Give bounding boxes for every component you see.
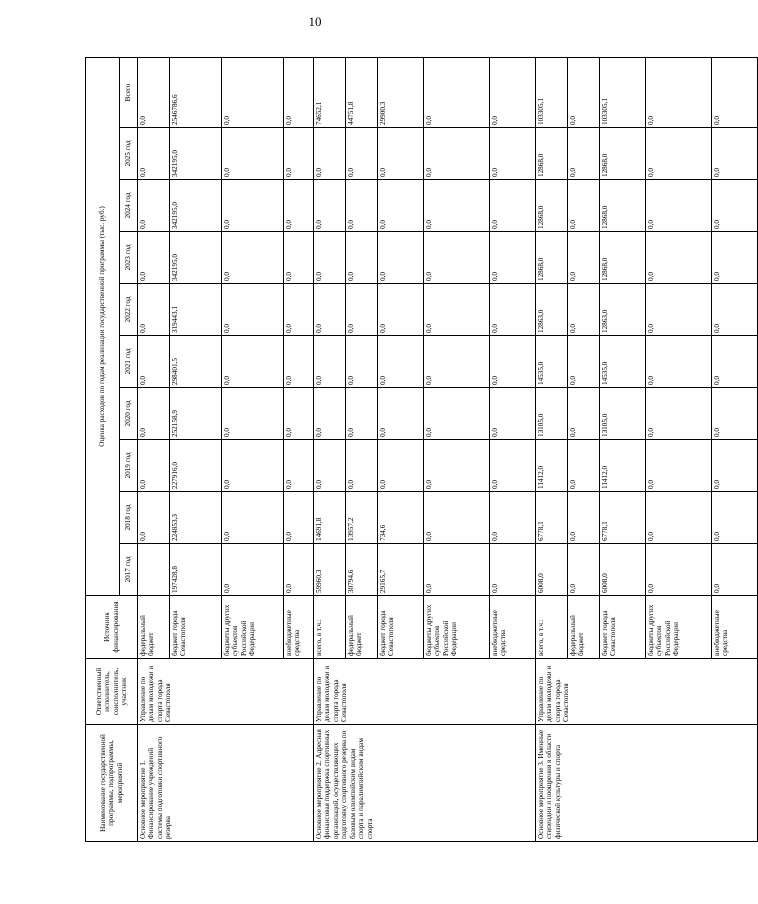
value-cell: 0,0 bbox=[424, 440, 490, 492]
funding-source: бюджеты других субъектов Российской Федерации bbox=[646, 596, 712, 659]
value-cell: 0,0 bbox=[490, 284, 536, 336]
value-cell: 0,0 bbox=[222, 388, 284, 440]
value-cell: 0,0 bbox=[378, 284, 424, 336]
value-cell: 0,0 bbox=[284, 388, 314, 440]
value-cell: 0,0 bbox=[222, 492, 284, 544]
value-cell: 13957,2 bbox=[346, 492, 378, 544]
funding-source: бюджеты других субъектов Российской Федерации bbox=[424, 596, 490, 659]
funding-source: всего, в т.ч.: bbox=[536, 596, 568, 659]
value-cell: 0,0 bbox=[424, 492, 490, 544]
value-cell: 0,0 bbox=[346, 180, 378, 232]
value-cell: 0,0 bbox=[222, 180, 284, 232]
value-cell: 0,0 bbox=[138, 128, 170, 180]
value-cell: 0,0 bbox=[284, 128, 314, 180]
value-cell: 0,0 bbox=[424, 284, 490, 336]
funding-source: федеральный бюджет bbox=[138, 596, 170, 659]
value-cell: 0,0 bbox=[284, 492, 314, 544]
value-cell: 11412,0 bbox=[536, 440, 568, 492]
value-cell: 0,0 bbox=[222, 232, 284, 284]
value-cell: 0,0 bbox=[138, 336, 170, 388]
value-cell: 0,0 bbox=[314, 180, 346, 232]
value-cell: 0,0 bbox=[490, 336, 536, 388]
header-responsible: Ответственный исполнитель, соисполнитель, участник bbox=[86, 659, 138, 725]
funding-source: внебюджетные средства bbox=[712, 596, 758, 659]
value-cell: 0,0 bbox=[138, 492, 170, 544]
value-cell: 224853,3 bbox=[170, 492, 222, 544]
value-cell: 0,0 bbox=[646, 492, 712, 544]
value-cell: 0,0 bbox=[346, 128, 378, 180]
value-cell: 0,0 bbox=[712, 544, 758, 596]
header-estimate: Оценка расходов по годам реализации государственной программы (тыс. руб.) bbox=[86, 57, 120, 595]
header-year: 2019 год bbox=[120, 440, 138, 492]
header-year: 2022 год bbox=[120, 284, 138, 336]
value-cell: 0,0 bbox=[490, 128, 536, 180]
funding-source: бюджет города Севастополя bbox=[170, 596, 222, 659]
value-cell: 0,0 bbox=[424, 57, 490, 127]
value-cell: 30794,6 bbox=[346, 544, 378, 596]
value-cell: 44751,8 bbox=[346, 57, 378, 127]
value-cell: 0,0 bbox=[712, 180, 758, 232]
value-cell: 0,0 bbox=[490, 57, 536, 127]
value-cell: 0,0 bbox=[646, 57, 712, 127]
value-cell: 0,0 bbox=[568, 388, 600, 440]
value-cell: 12868,0 bbox=[600, 128, 646, 180]
funding-source: бюджет города Севастополя bbox=[600, 596, 646, 659]
value-cell: 13105,0 bbox=[600, 388, 646, 440]
value-cell: 0,0 bbox=[424, 544, 490, 596]
value-cell: 0,0 bbox=[284, 544, 314, 596]
value-cell: 12868,0 bbox=[600, 232, 646, 284]
value-cell: 0,0 bbox=[138, 388, 170, 440]
value-cell: 29165,7 bbox=[378, 544, 424, 596]
value-cell: 342195,0 bbox=[170, 128, 222, 180]
value-cell: 14691,8 bbox=[314, 492, 346, 544]
value-cell: 0,0 bbox=[284, 57, 314, 127]
funding-source: бюджет города Севастополя bbox=[378, 596, 424, 659]
header-year: 2017 год bbox=[120, 544, 138, 596]
budget-table-container bbox=[85, 60, 730, 842]
value-cell: 0,0 bbox=[138, 180, 170, 232]
funding-source: бюджеты других субъектов Российской Федерации bbox=[222, 596, 284, 659]
value-cell: 0,0 bbox=[490, 232, 536, 284]
value-cell: 0,0 bbox=[490, 388, 536, 440]
value-cell: 0,0 bbox=[646, 336, 712, 388]
value-cell: 342195,0 bbox=[170, 232, 222, 284]
value-cell: 0,0 bbox=[712, 388, 758, 440]
value-cell: 0,0 bbox=[490, 544, 536, 596]
value-cell: 0,0 bbox=[378, 128, 424, 180]
value-cell: 12868,0 bbox=[536, 232, 568, 284]
value-cell: 0,0 bbox=[138, 440, 170, 492]
measure-name: Основное мероприятие 3. Именные стипендии и поощрения в области физической культуры и спорта bbox=[536, 725, 758, 842]
value-cell: 0,0 bbox=[712, 492, 758, 544]
value-cell: 12868,0 bbox=[536, 128, 568, 180]
header-year: Всего bbox=[120, 57, 138, 127]
value-cell: 0,0 bbox=[314, 440, 346, 492]
value-cell: 0,0 bbox=[314, 128, 346, 180]
value-cell: 0,0 bbox=[378, 440, 424, 492]
value-cell: 197428,8 bbox=[170, 544, 222, 596]
value-cell: 0,0 bbox=[346, 440, 378, 492]
value-cell: 0,0 bbox=[568, 180, 600, 232]
value-cell: 0,0 bbox=[568, 232, 600, 284]
value-cell: 319443,1 bbox=[170, 284, 222, 336]
value-cell: 29900,3 bbox=[378, 57, 424, 127]
value-cell: 0,0 bbox=[646, 180, 712, 232]
measure-name: Основное мероприятие 1. Финансирование учреждений системы подготовки спортивного резерва bbox=[138, 725, 314, 842]
table-row bbox=[138, 57, 170, 841]
value-cell: 0,0 bbox=[424, 388, 490, 440]
value-cell: 0,0 bbox=[712, 232, 758, 284]
value-cell: 0,0 bbox=[284, 232, 314, 284]
table-row bbox=[314, 57, 346, 841]
value-cell: 0,0 bbox=[222, 440, 284, 492]
value-cell: 14535,0 bbox=[536, 336, 568, 388]
value-cell: 0,0 bbox=[646, 284, 712, 336]
value-cell: 0,0 bbox=[646, 232, 712, 284]
value-cell: 103305,1 bbox=[536, 57, 568, 127]
value-cell: 12868,0 bbox=[600, 180, 646, 232]
value-cell: 298401,5 bbox=[170, 336, 222, 388]
value-cell: 0,0 bbox=[378, 180, 424, 232]
value-cell: 0,0 bbox=[222, 544, 284, 596]
value-cell: 0,0 bbox=[284, 180, 314, 232]
value-cell: 342195,0 bbox=[170, 180, 222, 232]
value-cell: 0,0 bbox=[222, 336, 284, 388]
value-cell: 0,0 bbox=[346, 336, 378, 388]
responsible-executor: Управление по делам молодежи и спорта города Севастополя bbox=[314, 659, 536, 725]
value-cell: 11412,0 bbox=[600, 440, 646, 492]
value-cell: 0,0 bbox=[712, 284, 758, 336]
value-cell: 0,0 bbox=[490, 492, 536, 544]
value-cell: 0,0 bbox=[568, 336, 600, 388]
value-cell: 6008,0 bbox=[536, 544, 568, 596]
header-year: 2025 год bbox=[120, 128, 138, 180]
value-cell: 0,0 bbox=[424, 232, 490, 284]
funding-source: всего, в т.ч.: bbox=[314, 596, 346, 659]
value-cell: 0,0 bbox=[712, 440, 758, 492]
value-cell: 0,0 bbox=[222, 128, 284, 180]
header-year: 2023 год bbox=[120, 232, 138, 284]
value-cell: 0,0 bbox=[424, 128, 490, 180]
value-cell: 0,0 bbox=[646, 440, 712, 492]
value-cell: 0,0 bbox=[314, 336, 346, 388]
value-cell: 734,6 bbox=[378, 492, 424, 544]
funding-source: федеральный бюджет bbox=[568, 596, 600, 659]
value-cell bbox=[138, 544, 170, 596]
value-cell: 0,0 bbox=[138, 232, 170, 284]
value-cell: 0,0 bbox=[284, 336, 314, 388]
value-cell: 0,0 bbox=[314, 232, 346, 284]
value-cell: 74652,1 bbox=[314, 57, 346, 127]
measure-name: Основное мероприятие 2. Адресная финансовая поддержка спортивных организаций, осуществляющих подготовку спортивного резерва по базовым олимпийским видам спорта и паралимпийским видам спорта bbox=[314, 725, 536, 842]
header-name: Наименование государственной программы, подпрограммы, мероприятий bbox=[86, 725, 138, 842]
funding-source: внебюджетные средства bbox=[490, 596, 536, 659]
value-cell: 0,0 bbox=[568, 544, 600, 596]
value-cell: 0,0 bbox=[138, 284, 170, 336]
value-cell: 0,0 bbox=[646, 128, 712, 180]
value-cell: 0,0 bbox=[646, 388, 712, 440]
value-cell: 227916,0 bbox=[170, 440, 222, 492]
value-cell: 0,0 bbox=[346, 388, 378, 440]
value-cell: 0,0 bbox=[568, 128, 600, 180]
value-cell: 6778,1 bbox=[600, 492, 646, 544]
value-cell: 0,0 bbox=[568, 57, 600, 127]
value-cell: 0,0 bbox=[346, 232, 378, 284]
value-cell: 12868,0 bbox=[536, 180, 568, 232]
value-cell: 0,0 bbox=[378, 388, 424, 440]
value-cell: 0,0 bbox=[284, 284, 314, 336]
value-cell: 0,0 bbox=[568, 492, 600, 544]
value-cell: 59960,3 bbox=[314, 544, 346, 596]
value-cell: 0,0 bbox=[222, 57, 284, 127]
value-cell: 0,0 bbox=[712, 57, 758, 127]
header-year: 2024 год bbox=[120, 180, 138, 232]
responsible-executor: Управление по делам молодежи и спорта города Севастополя bbox=[536, 659, 758, 725]
value-cell: 12863,0 bbox=[600, 284, 646, 336]
value-cell: 0,0 bbox=[424, 336, 490, 388]
value-cell: 252158,9 bbox=[170, 388, 222, 440]
value-cell: 0,0 bbox=[646, 544, 712, 596]
value-cell: 0,0 bbox=[424, 180, 490, 232]
value-cell: 6778,1 bbox=[536, 492, 568, 544]
value-cell: 14535,0 bbox=[600, 336, 646, 388]
value-cell: 2546786,6 bbox=[170, 57, 222, 127]
value-cell: 6008,0 bbox=[600, 544, 646, 596]
value-cell: 0,0 bbox=[490, 180, 536, 232]
value-cell: 103305,1 bbox=[600, 57, 646, 127]
value-cell: 0,0 bbox=[222, 284, 284, 336]
responsible-executor: Управление по делам молодежи и спорта города Севастополя bbox=[138, 659, 314, 725]
value-cell: 0,0 bbox=[346, 284, 378, 336]
value-cell: 0,0 bbox=[314, 388, 346, 440]
value-cell: 0,0 bbox=[568, 284, 600, 336]
value-cell: 0,0 bbox=[568, 440, 600, 492]
header-source: Источник финансирования bbox=[86, 596, 138, 659]
header-year: 2018 год bbox=[120, 492, 138, 544]
value-cell: 0,0 bbox=[378, 232, 424, 284]
value-cell: 12863,0 bbox=[536, 284, 568, 336]
value-cell: 13105,0 bbox=[536, 388, 568, 440]
header-year: 2020 год bbox=[120, 388, 138, 440]
value-cell: 0,0 bbox=[712, 336, 758, 388]
value-cell: 0,0 bbox=[712, 128, 758, 180]
value-cell: 0,0 bbox=[314, 284, 346, 336]
table-row bbox=[536, 57, 568, 841]
header-year: 2021 год bbox=[120, 336, 138, 388]
value-cell: 0,0 bbox=[284, 440, 314, 492]
value-cell: 0,0 bbox=[490, 440, 536, 492]
funding-source: федеральный бюджет bbox=[346, 596, 378, 659]
funding-source: внебюджетные средства bbox=[284, 596, 314, 659]
table-header bbox=[86, 57, 138, 841]
page-number: 10 bbox=[308, 14, 322, 29]
table-body bbox=[138, 57, 758, 841]
value-cell: 0,0 bbox=[138, 57, 170, 127]
value-cell: 0,0 bbox=[378, 336, 424, 388]
budget-table bbox=[85, 57, 758, 842]
